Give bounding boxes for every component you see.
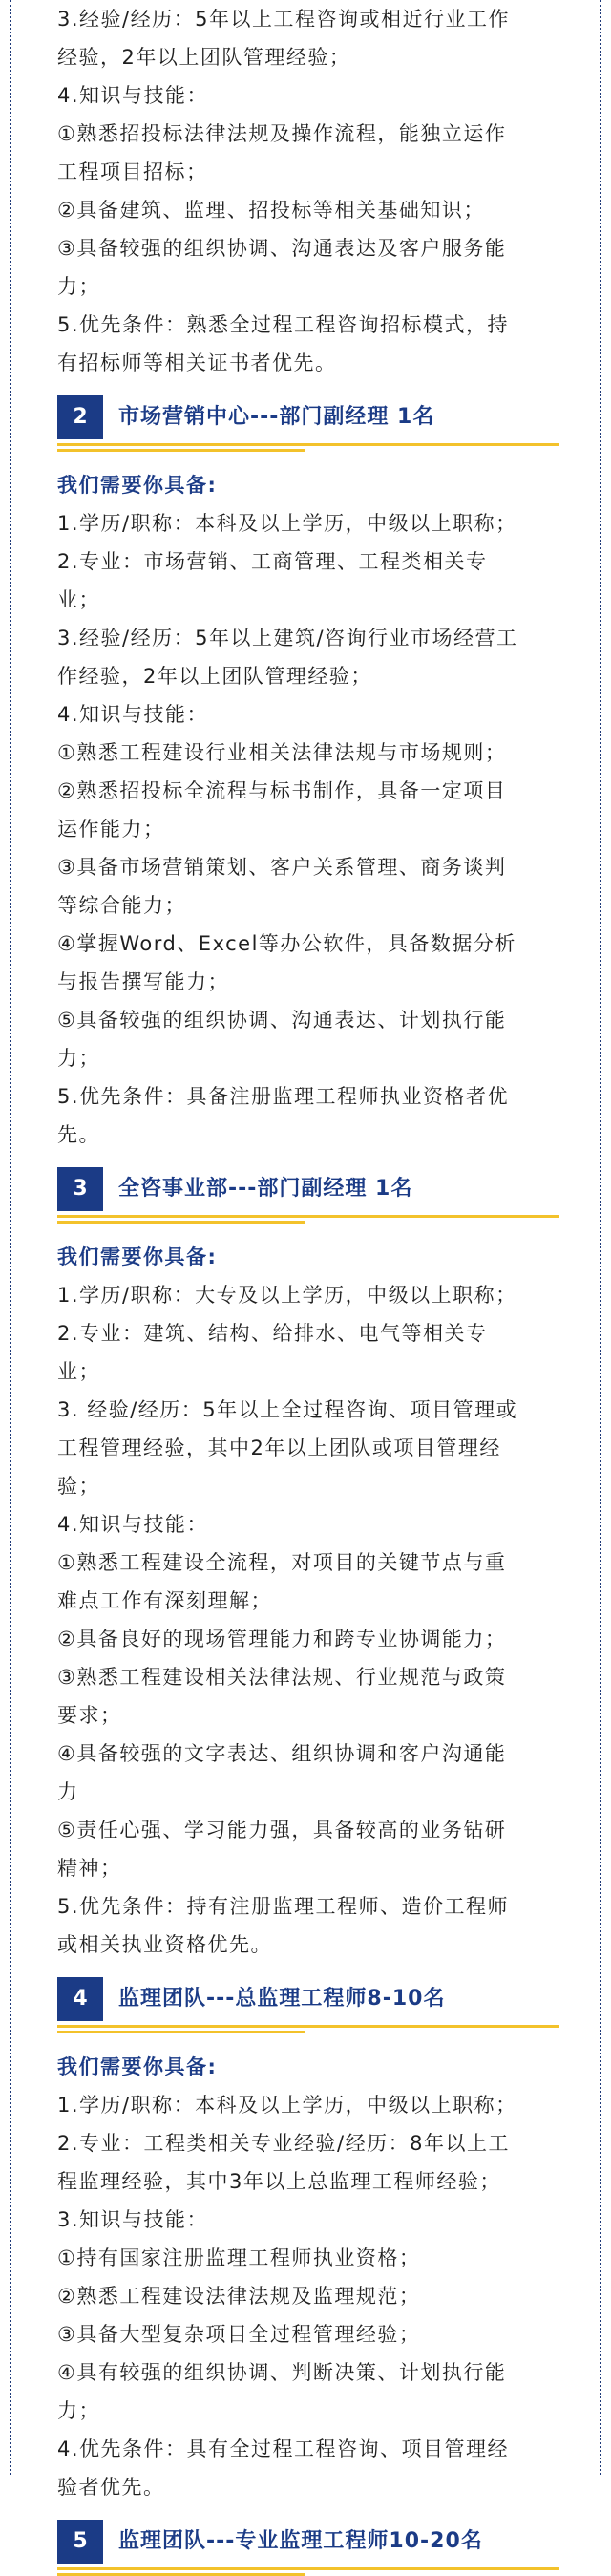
title-underline-accent [57, 449, 306, 452]
requirement-line: 3.经验/经历：5年以上建筑/咨询行业市场经营工 [57, 627, 518, 649]
requirement-line: 3.经验/经历：5年以上工程咨询或相近行业工作 [57, 8, 510, 31]
requirement-line: 验者优先。 [57, 2476, 165, 2499]
requirements-heading: 我们需要你具备: [57, 474, 218, 497]
requirements-list [57, 2086, 559, 2506]
requirement-line: ④具有较强的组织协调、判断决策、计划执行能 [57, 2361, 507, 2384]
requirement-line: 2.专业：工程类相关专业经验/经历：8年以上工 [57, 2132, 510, 2155]
requirement-line: 5.优先条件：熟悉全过程工程咨询招标模式，持 [57, 313, 510, 336]
requirement-line: 力； [57, 1047, 100, 1070]
section-number-badge: 5 [57, 2520, 103, 2564]
requirement-line: ①熟悉招投标法律法规及操作流程，能独立运作 [57, 122, 507, 145]
title-underline [57, 1215, 559, 1218]
requirement-line: ③具备大型复杂项目全过程管理经验； [57, 2323, 421, 2346]
requirement-line: 3. 经验/经历：5年以上全过程咨询、项目管理或 [57, 1398, 518, 1421]
job-posting-content [57, 0, 559, 2569]
requirement-line: ④掌握Word、Excel等办公软件，具备数据分析 [57, 932, 516, 955]
requirement-line: 程监理经验，其中3年以上总监理工程师经验； [57, 2170, 501, 2193]
requirement-line: 先。 [57, 1123, 100, 1146]
requirement-line: ⑤具备较强的组织协调、沟通表达、计划执行能 [57, 1009, 507, 1032]
requirement-line: 等综合能力； [57, 894, 186, 917]
section-header [57, 1977, 559, 2027]
title-underline-accent [57, 1221, 306, 1224]
requirements-list [57, 504, 559, 1154]
requirement-line: 有招标师等相关证书者优先。 [57, 351, 337, 374]
job-section-2 [57, 395, 559, 1154]
requirement-line: 4.知识与技能： [57, 703, 209, 726]
section-header [57, 2520, 559, 2569]
requirement-line: 5.优先条件：持有注册监理工程师、造价工程师 [57, 1895, 510, 1918]
position-title: 监理团队---专业监理工程师10-20名 [118, 2529, 483, 2553]
requirement-line: ④具备较强的文字表达、组织协调和客户沟通能 [57, 1742, 507, 1765]
requirement-line: ②熟悉工程建设法律法规及监理规范； [57, 2285, 421, 2308]
requirement-line: ②熟悉招投标全流程与标书制作，具备一定项目 [57, 779, 507, 802]
left-dotted-border [10, 0, 16, 2475]
position-title: 全咨事业部---部门副经理 1名 [118, 1177, 413, 1201]
requirement-line: 4.优先条件：具有全过程工程咨询、项目管理经 [57, 2438, 510, 2460]
requirement-line: ①持有国家注册监理工程师执业资格； [57, 2246, 421, 2269]
requirement-line: 工程管理经验，其中2年以上团队或项目管理经 [57, 1437, 501, 1459]
section-header [57, 1167, 559, 1217]
requirement-line: 力 [57, 1780, 79, 1803]
requirement-line: 与报告撰写能力； [57, 970, 229, 993]
requirement-line: ②具备良好的现场管理能力和跨专业协调能力； [57, 1628, 507, 1650]
requirement-line: 验； [57, 1475, 100, 1498]
requirement-line: 工程项目招标； [57, 160, 208, 183]
requirement-line: 2.专业：市场营销、工商管理、工程类相关专 [57, 550, 488, 573]
requirement-line: ⑤责任心强、学习能力强，具备较高的业务钻研 [57, 1819, 507, 1842]
requirement-line: 经验，2年以上团队管理经验； [57, 46, 351, 69]
requirement-line: 或相关执业资格优先。 [57, 1933, 272, 1956]
requirement-line: 运作能力； [57, 818, 165, 841]
requirement-line: 力； [57, 2399, 100, 2422]
requirement-line: 作经验，2年以上团队管理经验； [57, 665, 372, 688]
requirement-line: 业； [57, 588, 100, 611]
position-title: 市场营销中心---部门副经理 1名 [118, 405, 435, 429]
job-section-5 [57, 2520, 559, 2569]
title-underline [57, 443, 559, 446]
section-number-badge: 4 [57, 1977, 103, 2021]
section-number-badge: 2 [57, 395, 103, 439]
requirements-list [57, 1276, 559, 1964]
requirement-line: ①熟悉工程建设行业相关法律法规与市场规则； [57, 741, 507, 764]
requirements-heading: 我们需要你具备: [57, 2055, 218, 2078]
requirement-line: ①熟悉工程建设全流程，对项目的关键节点与重 [57, 1551, 507, 1574]
requirement-line: ②具备建筑、监理、招投标等相关基础知识； [57, 199, 485, 222]
requirement-line: 2.专业：建筑、结构、给排水、电气等相关专 [57, 1322, 488, 1345]
requirement-line: 精神； [57, 1857, 122, 1880]
job-sections [57, 395, 559, 2569]
requirement-line: ③具备较强的组织协调、沟通表达及客户服务能 [57, 237, 507, 260]
requirement-line: 力； [57, 275, 100, 298]
requirement-line: 要求； [57, 1704, 122, 1727]
requirement-line: ③具备市场营销策划、客户关系管理、商务谈判 [57, 856, 507, 879]
requirement-line: 1.学历/职称：本科及以上学历，中级以上职称； [57, 512, 517, 535]
requirements-heading: 我们需要你具备: [57, 1245, 218, 1268]
requirement-line: 1.学历/职称：大专及以上学历，中级以上职称； [57, 1284, 517, 1307]
requirement-line: 1.学历/职称：本科及以上学历，中级以上职称； [57, 2094, 517, 2117]
section-1-continued-requirements [57, 0, 559, 382]
requirement-line: 3.知识与技能： [57, 2208, 209, 2231]
job-section-3 [57, 1167, 559, 1964]
section-number-badge: 3 [57, 1167, 103, 1211]
requirement-line: ③熟悉工程建设相关法律法规、行业规范与政策 [57, 1666, 507, 1689]
title-underline-accent [57, 2031, 306, 2033]
title-underline [57, 2567, 559, 2570]
section-header [57, 395, 559, 445]
position-title: 监理团队---总监理工程师8-10名 [118, 1987, 446, 2011]
right-dotted-border [595, 0, 601, 2475]
requirement-line: 4.知识与技能： [57, 84, 209, 107]
requirement-line: 难点工作有深刻理解； [57, 1589, 272, 1612]
requirement-line: 5.优先条件：具备注册监理工程师执业资格者优 [57, 1085, 510, 1108]
requirement-line: 业； [57, 1360, 100, 1383]
requirement-line: 4.知识与技能： [57, 1513, 209, 1536]
title-underline [57, 2025, 559, 2028]
job-section-4 [57, 1977, 559, 2506]
